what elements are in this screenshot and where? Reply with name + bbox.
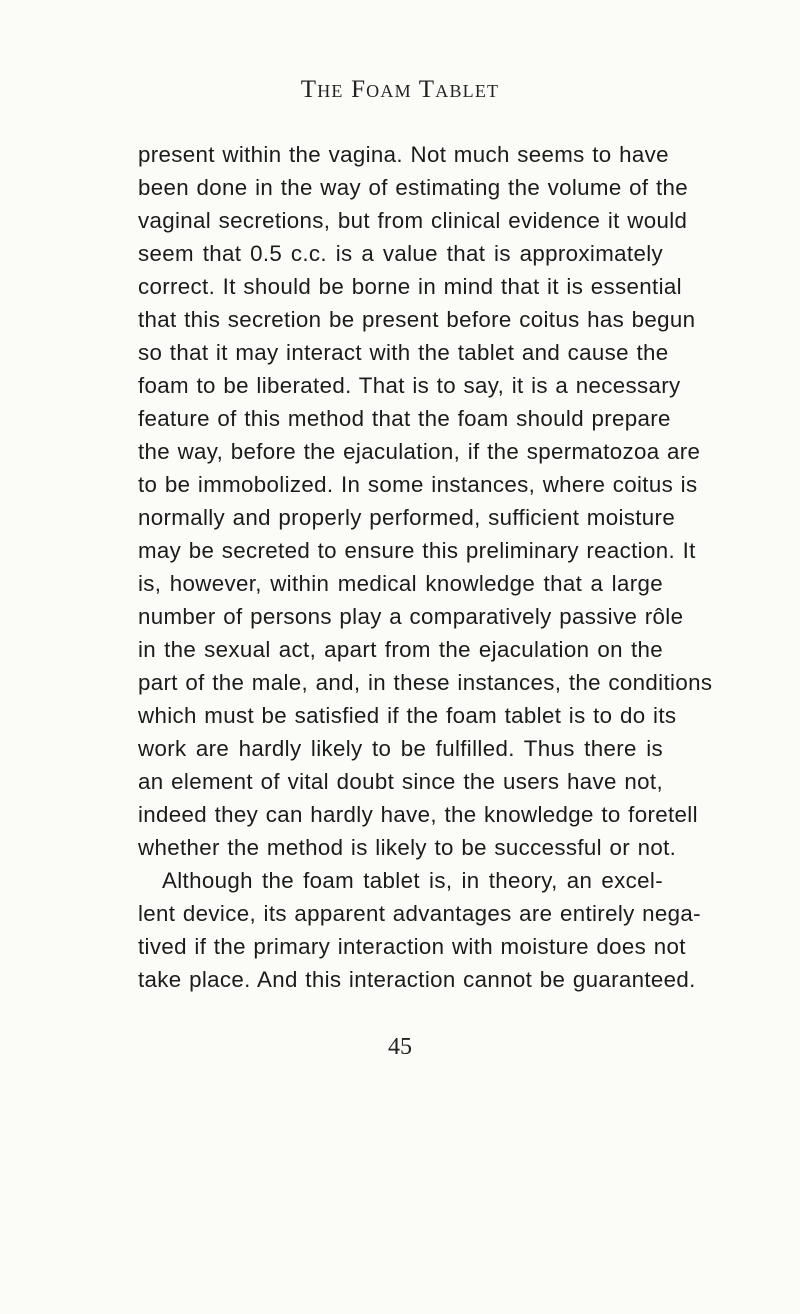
text-line: an element of vital doubt since the users have not,: [138, 769, 663, 794]
paragraph-start-line: Although the foam tablet is, in theory, an excel-: [162, 868, 663, 893]
text-line: lent device, its apparent advantages are entirely nega-: [138, 901, 701, 926]
text-line: correct. It should be borne in mind that it is essential: [138, 274, 682, 299]
running-head: The Foam Tablet: [300, 76, 500, 103]
text-line: indeed they can hardly have, the knowledge to foretell: [138, 802, 698, 827]
text-line: to be immobolized. In some instances, where coitus is: [138, 472, 698, 497]
text-line: which must be satisfied if the foam tablet is to do its: [138, 703, 677, 728]
text-line: feature of this method that the foam should prepare: [138, 406, 671, 431]
text-line: vaginal secretions, but from clinical evidence it would: [138, 208, 688, 233]
text-line: in the sexual act, apart from the ejaculation on the: [138, 637, 663, 662]
text-line: been done in the way of estimating the volume of the: [138, 175, 689, 200]
text-line: number of persons play a comparatively passive rôle: [138, 604, 684, 629]
body-text: [138, 138, 713, 996]
text-line: whether the method is likely to be successful or not.: [138, 835, 677, 860]
text-line: the way, before the ejaculation, if the spermatozoa are: [138, 439, 701, 464]
text-line: work are hardly likely to be fulfilled. Thus there is: [138, 736, 663, 761]
text-line: may be secreted to ensure this preliminary reaction. It: [138, 538, 696, 563]
text-line: so that it may interact with the tablet and cause the: [138, 340, 669, 365]
text-line: present within the vagina. Not much seems to have: [138, 142, 669, 167]
text-line: that this secretion be present before coitus has begun: [138, 307, 696, 332]
text-line: tived if the primary interaction with moisture does not: [138, 934, 686, 959]
text-line: foam to be liberated. That is to say, it is a necessary: [138, 373, 681, 398]
text-line: normally and properly performed, sufficient moisture: [138, 505, 676, 530]
text-line: take place. And this interaction cannot be guaranteed.: [138, 967, 696, 992]
text-line: part of the male, and, in these instances, the conditions: [138, 670, 713, 695]
page-number: 45: [388, 1034, 412, 1060]
text-line: seem that 0.5 c.c. is a value that is approximately: [138, 241, 663, 266]
text-line: is, however, within medical knowledge that a large: [138, 571, 663, 596]
